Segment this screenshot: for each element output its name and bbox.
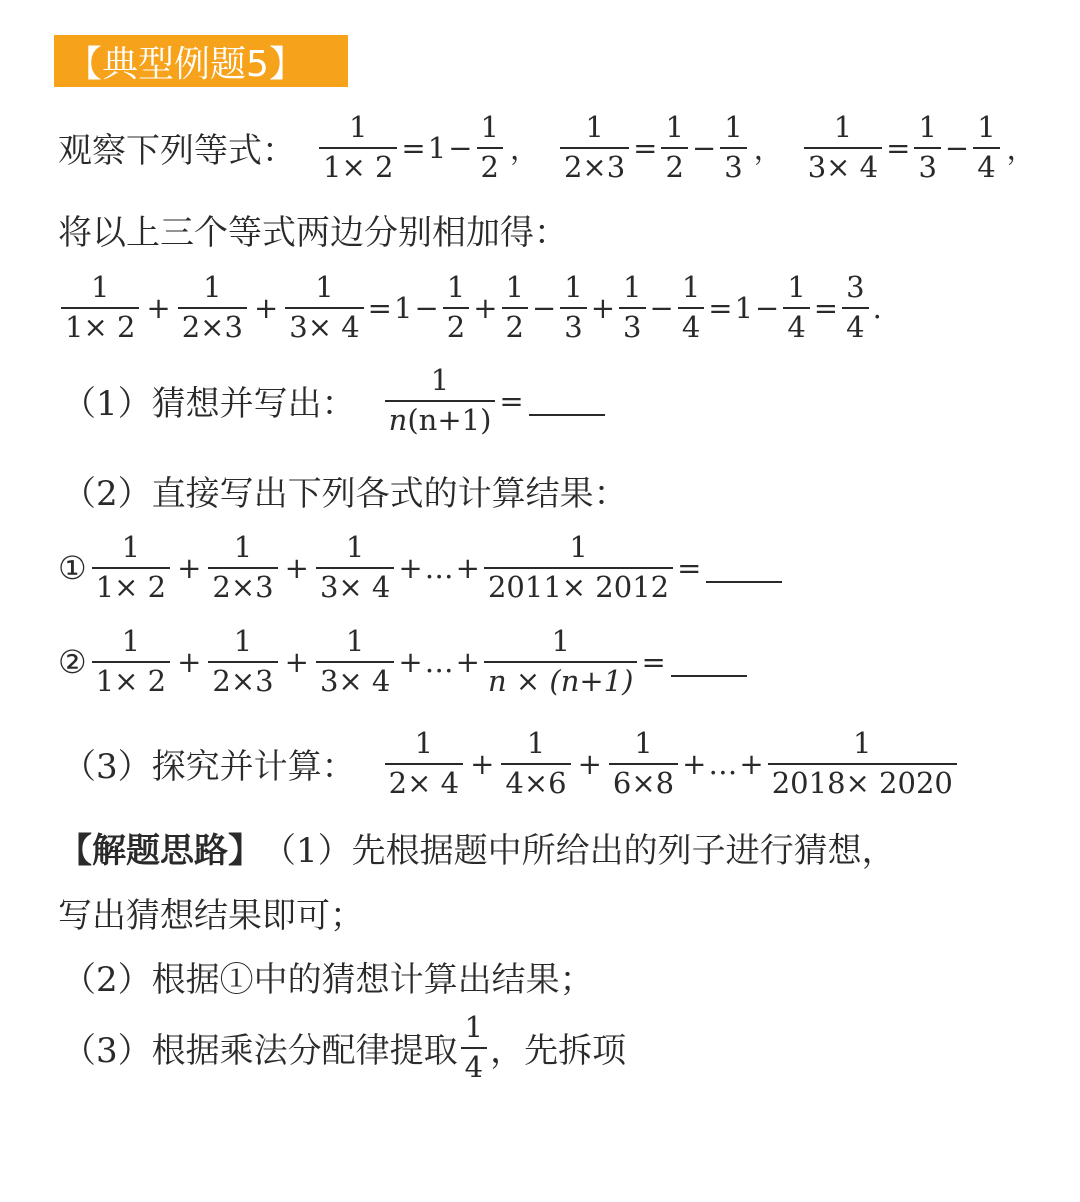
solution-line-2	[58, 888, 364, 937]
intro-text: 观察下列等式：	[58, 131, 296, 172]
question-2-label-line	[62, 466, 628, 515]
example-badge: 【典型例题5】	[54, 35, 348, 87]
sum-equation: $\frac{1}{1\times 2}$ + $\frac{1}{2\times 3}$ + $\frac{1}{3\times 4}$ = 1 − $\frac{1}{2}$ + $\frac{1}{2}$ − $\frac{1}{3}$ + $\frac{1}{3}$ − $\frac{1}{4}$ = 1 − $\frac{1}{4}$ = $\frac{3}{4}$ .	[58, 272, 883, 344]
solution-step-2: （2）根据①中的猜想计算出结果；	[62, 960, 594, 1000]
solution-line-1	[58, 823, 896, 872]
solution-step-1-cont: 写出猜想结果即可；	[58, 896, 364, 936]
question-3-label: （3）探究并计算：	[62, 747, 356, 788]
observe-line: 观察下列等式： $\frac{1}{1\times 2}$ = 1 − $\frac{1}{2}$ ， $\frac{1}{2\times 3}$ = $\frac{1}{2}$ − $\frac{1}{3}$ ， $\frac{1}{3\times 4}$ = $\frac{1}{3}$ − $\frac{1}{4}$ ，	[58, 110, 1036, 184]
fraction: $\frac{1}{3}$	[914, 112, 940, 184]
fraction: $\frac{1}{2}$	[661, 112, 687, 184]
question-3: （3）探究并计算： $\frac{1}{2\times 4}$ + $\frac{1}{4\times 6}$ + $\frac{1}{6\times 8}$ + … + $\frac{1}{2018\times 2020}$	[62, 728, 960, 800]
sum-intro-line	[58, 205, 568, 254]
question-1-label: （1）猜想并写出：	[62, 384, 356, 425]
fraction: $\frac{1}{2}$	[477, 112, 503, 184]
question-1: （1）猜想并写出： $\frac{1}{n(n+1)}$ =	[62, 365, 605, 437]
question-2-part-1: ① $\frac{1}{1\times 2}$ + $\frac{1}{2\times 3}$ + $\frac{1}{3\times 4}$ + … + $\frac{1}{2011\times 2012}$ =	[58, 532, 782, 604]
fraction: $\frac{1}{2\times 3}$	[560, 112, 629, 184]
fraction: $\frac{1}{3}$	[720, 112, 746, 184]
answer-blank[interactable]	[706, 580, 782, 583]
solution-line-3	[62, 952, 594, 1001]
solution-step-1: （1）先根据题中所给出的列子进行猜想，	[262, 831, 896, 871]
fraction: $\frac{1}{3\times 4}$	[804, 112, 882, 184]
answer-blank[interactable]	[671, 674, 747, 677]
fraction: $\frac{1}{4}$	[461, 1012, 487, 1084]
answer-blank[interactable]	[529, 413, 605, 416]
solution-label: 【解题思路】	[58, 831, 262, 871]
sum-intro-text: 将以上三个等式两边分别相加得：	[58, 213, 568, 253]
question-2-label: （2）直接写出下列各式的计算结果：	[62, 474, 628, 514]
fraction: $\frac{1}{4}$	[973, 112, 999, 184]
solution-step-3: （3）根据乘法分配律提取	[62, 1031, 458, 1072]
solution-step-3-tail: ，先拆项	[490, 1031, 627, 1072]
solution-line-4	[62, 1012, 626, 1084]
question-2-part-2: ② $\frac{1}{1\times 2}$ + $\frac{1}{2\times 3}$ + $\frac{1}{3\times 4}$ + … + $\frac{1}{n \times (n+1)}$ =	[58, 626, 747, 698]
fraction: $\frac{1}{1\times 2}$	[319, 112, 397, 184]
